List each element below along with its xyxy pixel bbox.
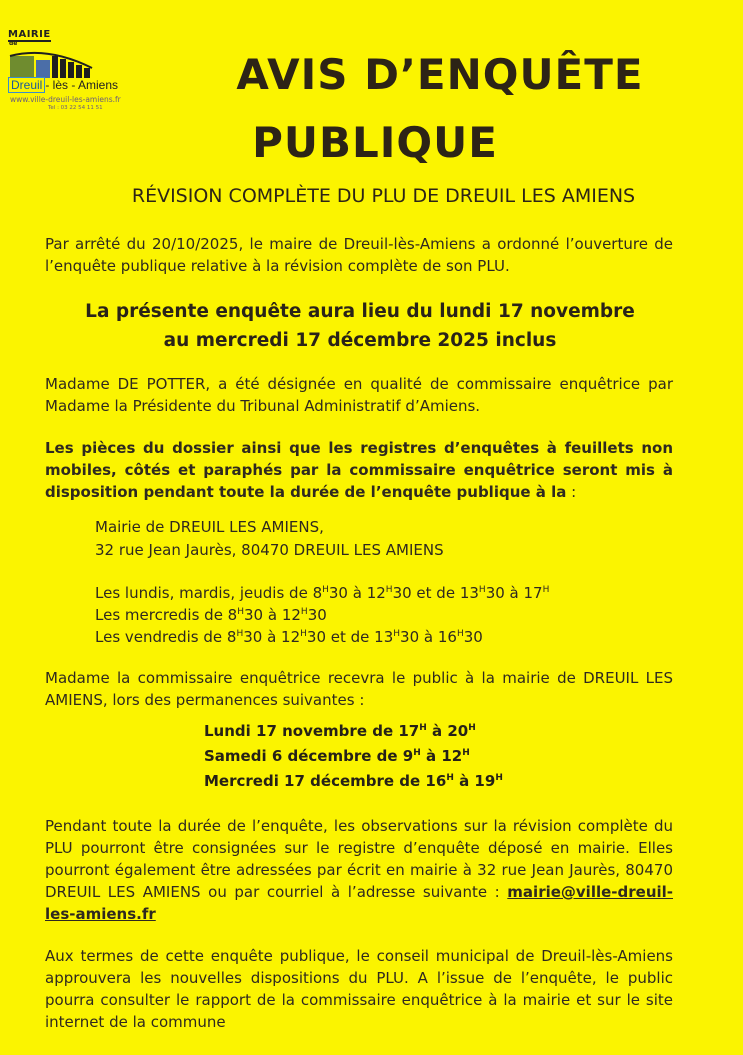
logo-buildings-icon [8, 50, 128, 78]
logo-phone: Tel : 03 22 54 11 51 [48, 105, 103, 111]
logo-mairie-text: MAIRIE [8, 29, 51, 40]
hours-mercredis: Les mercredis de $8^H30$ à $12^H30$ [95, 606, 327, 624]
conclusion-paragraph: Aux termes de cette enquête publique, le conseil municipal de Dreuil-lès-Amiens approuvera les nouvelles dispositions du PLU. A l’issue de l’enquête, le public pourra consulter le rapport de la commissaire enquêtrice à la mairie et sur le site internet de la commune [45, 947, 673, 1031]
logo-website: www.ville-dreuil-les-amiens.fr [10, 95, 121, 104]
permanence-1: Lundi 17 novembre de $17^H$ à $20^H$ [204, 722, 476, 740]
logo-de-text: de [9, 40, 18, 47]
hours-vendredis: Les vendredis de $8^H30$ à $12^H30$ et de $13^H30$ à $16^H30$ [95, 628, 483, 646]
subtitle: RÉVISION COMPLÈTE DU PLU DE DREUIL LES AMIENS [131, 185, 636, 207]
permanence-2: Samedi 6 décembre de $9^H$ à $12^H$ [204, 747, 470, 765]
dates-line-1: La présente enquête aura lieu du lundi 17 novembre [85, 301, 635, 322]
title-line-2: PUBLIQUE [252, 118, 498, 167]
email-link[interactable]: mairie@ville-dreuil-les-amiens.fr [45, 883, 673, 923]
logo-town-name: Dreuil - lès - Amiens [8, 78, 118, 92]
dossier-colon: : [566, 483, 577, 501]
dossier-paragraph [45, 437, 673, 503]
address-line-1: Mairie de DREUIL LES AMIENS, [95, 518, 324, 536]
dossier-text: Les pièces du dossier ainsi que les registres d’enquêtes à feuillets non mobiles, côtés et paraphés par la commissaire enquêtrice seront mis à disposition pendant toute la durée de l’enquête publique à la [45, 439, 673, 501]
intro-paragraph: Par arrêté du 20/10/2025, le maire de Dreuil-lès-Amiens a ordonné l’ouverture de l’enquête publique relative à la révision complète de son PLU. [45, 235, 673, 275]
address-line-2: 32 rue Jean Jaurès, 80470 DREUIL LES AMIENS [95, 541, 444, 559]
hours-lundis: Les lundis, mardis, jeudis de $8^H30$ à $12^H30$ et de $13^H30$ à $17^H$ [95, 584, 550, 602]
title-line-1: AVIS D’ENQUÊTE [236, 50, 644, 99]
dates-line-2: au mercredi 17 décembre 2025 inclus [163, 330, 557, 351]
commissaire-paragraph: Madame DE POTTER, a été désignée en qualité de commissaire enquêtrice par Madame la Présidente du Tribunal Administratif d’Amiens. [45, 375, 673, 415]
permanences-intro: Madame la commissaire enquêtrice recevra le public à la mairie de DREUIL LES AMIENS, lors des permanences suivantes : [45, 669, 673, 709]
mairie-logo [8, 29, 156, 111]
observations-text: Pendant toute la durée de l’enquête, les observations sur la révision complète du PLU pourront être consignées sur le registre d’enquête déposé en mairie. Elles pourront également être adressées par écrit en mairie à 32 rue Jean Jaurès, 80470 DREUIL LES AMIENS ou par courriel à l’adresse suivante : [45, 817, 673, 901]
observations-paragraph [45, 815, 673, 925]
permanence-3: Mercredi 17 décembre de $16^H$ à $19^H$ [204, 772, 503, 790]
